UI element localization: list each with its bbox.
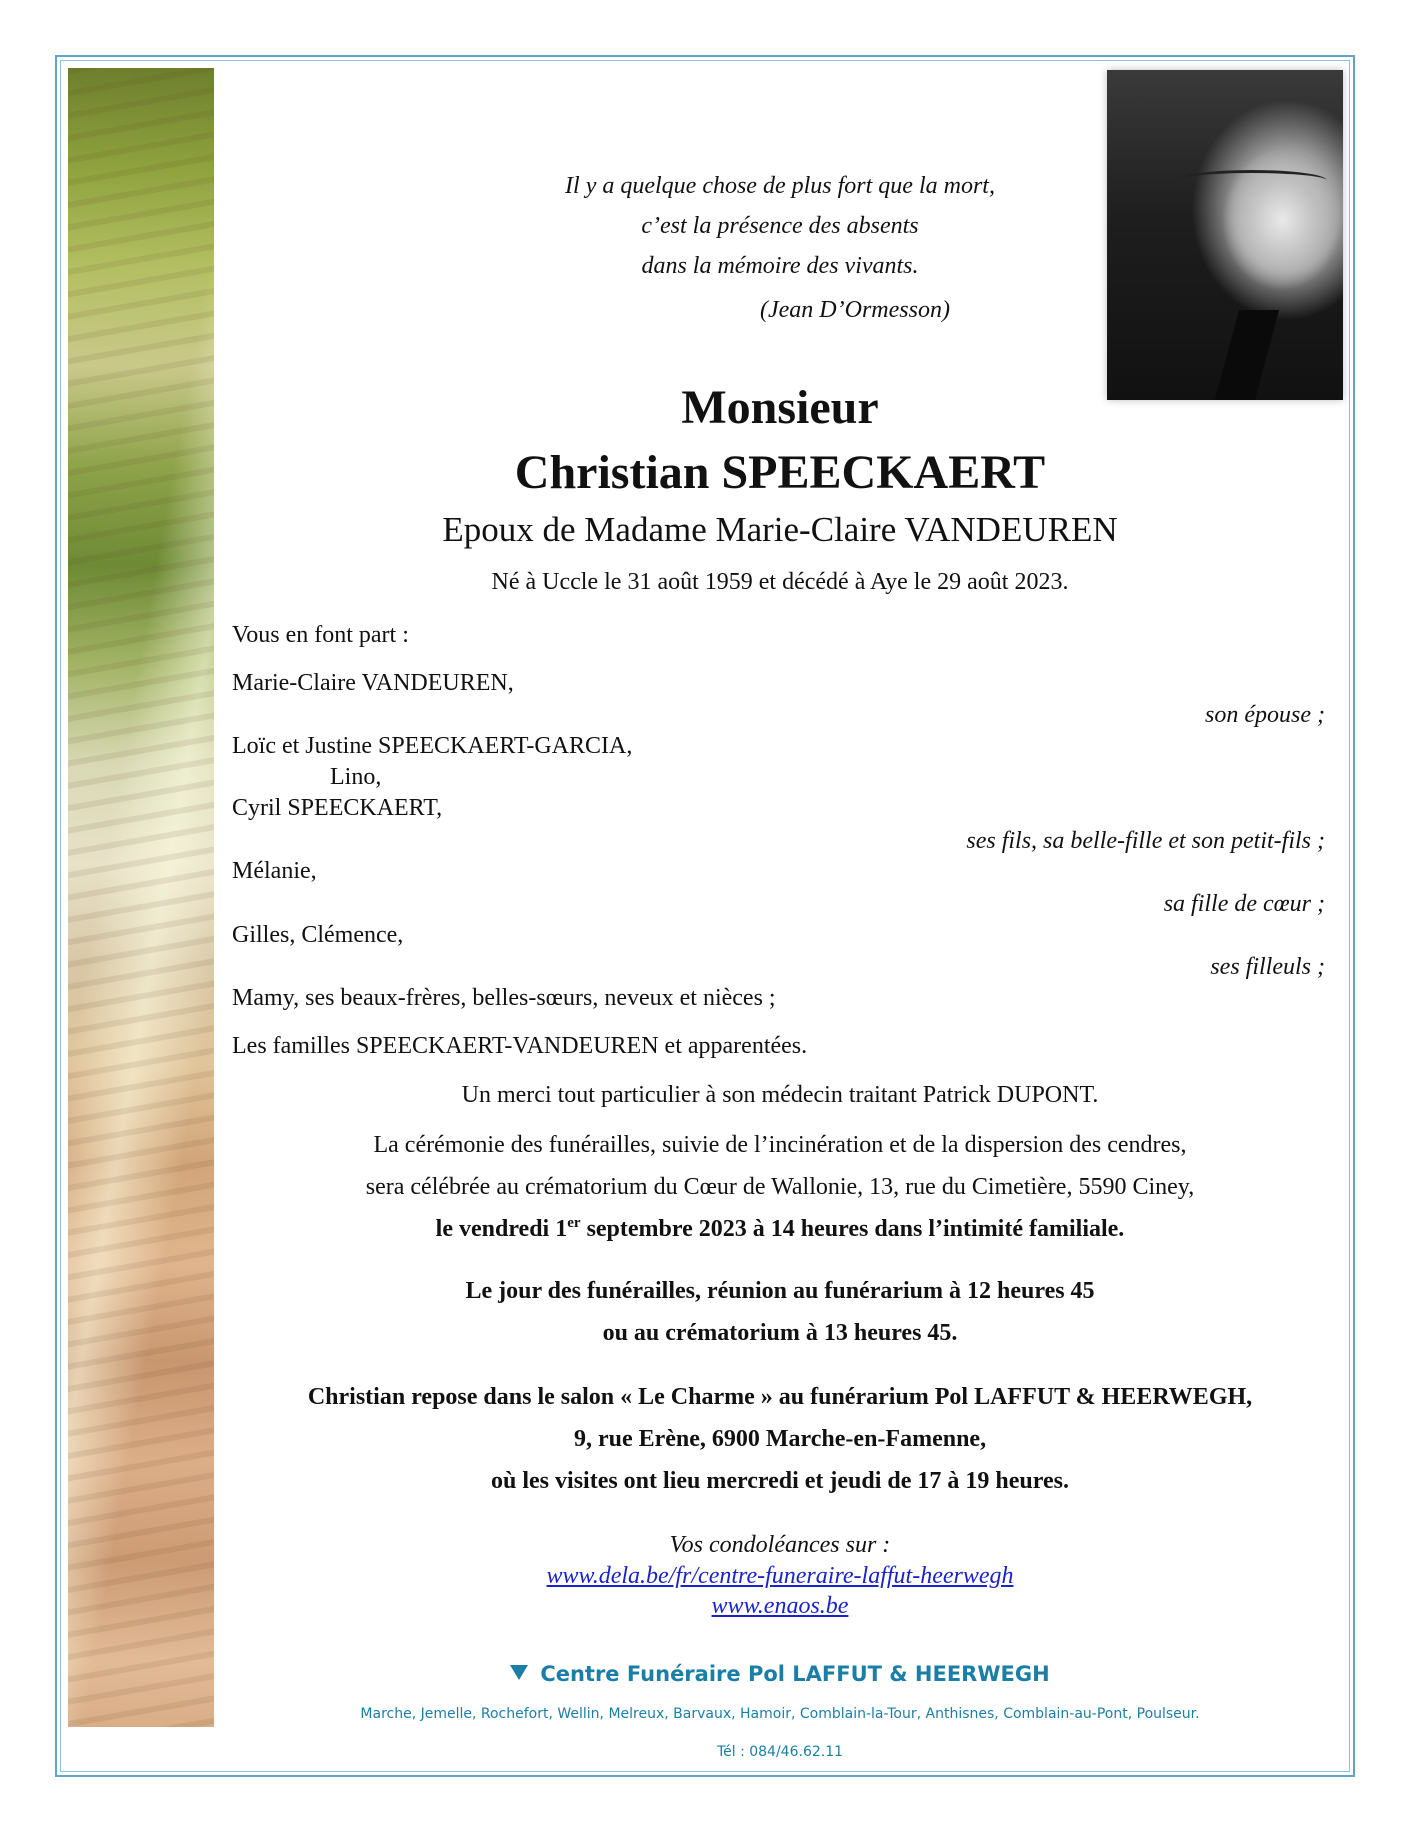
quote-line: Il y a quelque chose de plus fort que la mort, (565, 173, 995, 199)
spouse-name: Marie-Claire VANDEUREN, (232, 670, 514, 696)
condolences-label: Vos condoléances sur : (669, 1532, 891, 1558)
others: Mamy, ses beaux-frères, belles-sœurs, neveux et nièces ; (232, 985, 776, 1011)
thanks: Un merci tout particulier à son médecin traitant Patrick DUPONT. (461, 1082, 1099, 1108)
quote-block (480, 166, 1080, 286)
meeting-line1: Le jour des funérailles, réunion au funérarium à 12 heures 45 (465, 1278, 1095, 1304)
footer-company-name: Centre Funéraire Pol LAFFUT & HEERWEGH (540, 1662, 1050, 1686)
spouse-role: son épouse ; (1205, 702, 1325, 728)
heart-daughter: Mélanie, (232, 858, 317, 884)
ceremony-line3 (230, 1214, 1330, 1244)
footer-locations: Marche, Jemelle, Rochefort, Wellin, Melreux, Barvaux, Hamoir, Comblain-la-Tour, Anthisnes, Comblain-au-Pont, Poulseur. (360, 1706, 1200, 1722)
godchildren: Gilles, Clémence, (232, 922, 404, 948)
ceremony-date-suffix: septembre 2023 à 14 heures dans l’intimité familiale. (580, 1216, 1125, 1242)
ceremony-line1: La cérémonie des funérailles, suivie de l’incinération et de la dispersion des cendres, (373, 1132, 1187, 1158)
heart-daughter-role: sa fille de cœur ; (1163, 891, 1325, 917)
footer-phone: Tél : 084/46.62.11 (716, 1744, 844, 1760)
ceremony-date-prefix: le vendredi 1 (435, 1216, 568, 1242)
meeting-line2: ou au crématorium à 13 heures 45. (602, 1320, 958, 1346)
ceremony-line2: sera célébrée au crématorium du Cœur de Wallonie, 13, rue du Cimetière, 5590 Ciney, (365, 1174, 1195, 1200)
quote-line: dans la mémoire des vivants. (641, 253, 919, 279)
quote-author: (Jean D’Ormesson) (760, 297, 950, 323)
deceased-name: Christian SPEECKAERT (514, 446, 1046, 499)
rest-line2: 9, rue Erène, 6900 Marche-en-Famenne, (573, 1426, 987, 1452)
son1: Loïc et Justine SPEECKAERT-GARCIA, (232, 733, 633, 759)
portrait-photo (1107, 70, 1343, 400)
family-intro: Vous en font part : (232, 622, 409, 648)
sons-role: ses fils, sa belle-fille et son petit-fils ; (966, 828, 1325, 854)
quote-line: c’est la présence des absents (641, 213, 919, 239)
condolences-link-dela[interactable]: www.dela.be/fr/centre-funeraire-laffut-heerwegh (546, 1563, 1014, 1589)
birth-death: Né à Uccle le 31 août 1959 et décédé à Aye le 29 août 2023. (491, 569, 1069, 595)
condolences-link-enaos[interactable]: www.enaos.be (711, 1593, 849, 1619)
grandson: Lino, (330, 764, 382, 790)
godchildren-role: ses filleuls ; (1210, 954, 1325, 980)
footer-company (230, 1662, 1330, 1686)
condolences-link2-wrap (230, 1591, 1330, 1624)
forest-path-image (68, 68, 214, 1727)
honorific: Monsieur (681, 381, 879, 434)
son2: Cyril SPEECKAERT, (232, 795, 443, 821)
condolences-link1-wrap (230, 1561, 1330, 1594)
triangle-down-icon (510, 1665, 528, 1680)
rest-line1: Christian repose dans le salon « Le Charme » au funérarium Pol LAFFUT & HEERWEGH, (307, 1384, 1253, 1410)
families: Les familles SPEECKAERT-VANDEUREN et apparentées. (232, 1033, 808, 1059)
rest-line3: où les visites ont lieu mercredi et jeudi de 17 à 19 heures. (491, 1468, 1069, 1494)
spouse-line: Epoux de Madame Marie-Claire VANDEUREN (442, 510, 1118, 549)
ceremony-date-sup: er (567, 1215, 581, 1231)
